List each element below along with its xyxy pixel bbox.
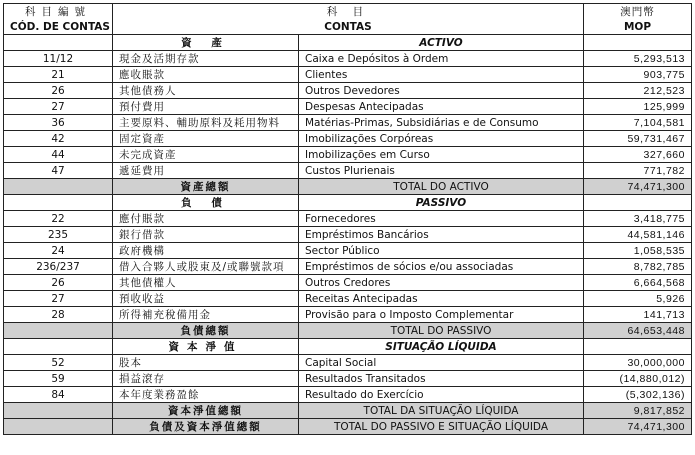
account-value: 903,775 xyxy=(584,67,692,83)
account-name-pt: Resultado do Exercício xyxy=(299,387,584,403)
account-name-zh: 本年度業務盈餘 xyxy=(113,387,299,403)
situacao-total-pt: TOTAL DA SITUAÇÃO LÍQUIDA xyxy=(299,403,584,419)
account-value: 44,581,146 xyxy=(584,227,692,243)
account-code: 42 xyxy=(4,131,113,147)
grand-total-value: 74,471,300 xyxy=(584,419,692,435)
situacao-title-row xyxy=(4,339,692,355)
grand-total-row xyxy=(4,419,692,435)
account-code: 21 xyxy=(4,67,113,83)
table-row xyxy=(4,83,692,99)
header-row-pt xyxy=(4,19,692,35)
activo-total-value: 74,471,300 xyxy=(584,179,692,195)
activo-title-pt: ACTIVO xyxy=(299,35,584,51)
account-name-zh: 政府機構 xyxy=(113,243,299,259)
account-code: 24 xyxy=(4,243,113,259)
account-value: 6,664,568 xyxy=(584,275,692,291)
account-value: 7,104,581 xyxy=(584,115,692,131)
activo-total-zh: 資產總額 xyxy=(113,179,299,195)
account-code: 47 xyxy=(4,163,113,179)
account-code: 59 xyxy=(4,371,113,387)
account-code: 236/237 xyxy=(4,259,113,275)
account-name-zh: 主要原料、輔助原料及耗用物料 xyxy=(113,115,299,131)
passivo-title-value-blank xyxy=(584,195,692,211)
account-name-zh: 預收收益 xyxy=(113,291,299,307)
account-name-zh: 其他債權人 xyxy=(113,275,299,291)
account-name-zh: 其他債務人 xyxy=(113,83,299,99)
account-value: 30,000,000 xyxy=(584,355,692,371)
grand-total-zh: 負債及資本淨值總額 xyxy=(113,419,299,435)
passivo-title-zh: 負 債 xyxy=(113,195,299,211)
account-code: 22 xyxy=(4,211,113,227)
table-row xyxy=(4,259,692,275)
account-name-zh: 損益滾存 xyxy=(113,371,299,387)
grand-total-pt: TOTAL DO PASSIVO E SITUAÇÃO LÍQUIDA xyxy=(299,419,584,435)
passivo-total-zh: 負債總額 xyxy=(113,323,299,339)
account-name-pt: Matérias-Primas, Subsidiárias e de Consumo xyxy=(299,115,584,131)
account-value: 59,731,467 xyxy=(584,131,692,147)
account-name-pt: Empréstimos de sócios e/ou associadas xyxy=(299,259,584,275)
account-code: 27 xyxy=(4,291,113,307)
table-row xyxy=(4,147,692,163)
passivo-title-blank xyxy=(4,195,113,211)
account-name-zh: 現金及活期存款 xyxy=(113,51,299,67)
account-name-pt: Imobilizações Corpóreas xyxy=(299,131,584,147)
table-row xyxy=(4,99,692,115)
activo-title-row xyxy=(4,35,692,51)
account-name-zh: 應收賬款 xyxy=(113,67,299,83)
table-row xyxy=(4,67,692,83)
account-value: 125,999 xyxy=(584,99,692,115)
account-code: 235 xyxy=(4,227,113,243)
account-value: 5,293,513 xyxy=(584,51,692,67)
activo-title-zh: 資 產 xyxy=(113,35,299,51)
activo-total-row xyxy=(4,179,692,195)
account-name-zh: 遞延費用 xyxy=(113,163,299,179)
account-value: 5,926 xyxy=(584,291,692,307)
header-row-zh xyxy=(4,4,692,20)
activo-title-blank xyxy=(4,35,113,51)
situacao-total-row xyxy=(4,403,692,419)
table-row xyxy=(4,211,692,227)
table-row xyxy=(4,275,692,291)
grand-total-blank xyxy=(4,419,113,435)
passivo-title-row xyxy=(4,195,692,211)
passivo-total-blank xyxy=(4,323,113,339)
account-name-pt: Fornecedores xyxy=(299,211,584,227)
table-row xyxy=(4,163,692,179)
situacao-total-value: 9,817,852 xyxy=(584,403,692,419)
account-value: (14,880,012) xyxy=(584,371,692,387)
account-name-zh: 應付賬款 xyxy=(113,211,299,227)
account-name-pt: Resultados Transitados xyxy=(299,371,584,387)
account-value: 212,523 xyxy=(584,83,692,99)
situacao-title-pt: SITUAÇÃO LÍQUIDA xyxy=(299,339,584,355)
header-currency-zh: 澳門幣 xyxy=(584,4,692,20)
account-code: 27 xyxy=(4,99,113,115)
account-code: 44 xyxy=(4,147,113,163)
header-contas-zh: 科 目 xyxy=(113,4,584,20)
header-contas-pt: CONTAS xyxy=(113,19,584,35)
table-row xyxy=(4,371,692,387)
situacao-title-value-blank xyxy=(584,339,692,355)
table-row xyxy=(4,115,692,131)
header-currency-pt: MOP xyxy=(584,19,692,35)
account-code: 11/12 xyxy=(4,51,113,67)
account-code: 84 xyxy=(4,387,113,403)
activo-title-value-blank xyxy=(584,35,692,51)
table-row xyxy=(4,243,692,259)
account-name-pt: Outros Devedores xyxy=(299,83,584,99)
account-name-pt: Outros Credores xyxy=(299,275,584,291)
table-row xyxy=(4,131,692,147)
passivo-title-pt: PASSIVO xyxy=(299,195,584,211)
table-row xyxy=(4,51,692,67)
account-name-pt: Provisão para o Imposto Complementar xyxy=(299,307,584,323)
account-code: 26 xyxy=(4,275,113,291)
balance-sheet-body xyxy=(4,4,692,435)
account-code: 52 xyxy=(4,355,113,371)
account-name-pt: Clientes xyxy=(299,67,584,83)
table-row xyxy=(4,387,692,403)
account-name-zh: 所得補充稅備用金 xyxy=(113,307,299,323)
account-name-zh: 固定資產 xyxy=(113,131,299,147)
account-name-zh: 銀行借款 xyxy=(113,227,299,243)
account-name-zh: 股本 xyxy=(113,355,299,371)
account-value: 1,058,535 xyxy=(584,243,692,259)
situacao-total-blank xyxy=(4,403,113,419)
table-row xyxy=(4,291,692,307)
account-name-pt: Caixa e Depósitos à Ordem xyxy=(299,51,584,67)
account-value: 141,713 xyxy=(584,307,692,323)
account-code: 26 xyxy=(4,83,113,99)
account-name-zh: 借入合夥人或股東及/或聯號款項 xyxy=(113,259,299,275)
table-row xyxy=(4,355,692,371)
account-name-pt: Empréstimos Bancários xyxy=(299,227,584,243)
account-name-pt: Despesas Antecipadas xyxy=(299,99,584,115)
passivo-total-value: 64,653,448 xyxy=(584,323,692,339)
account-value: 771,782 xyxy=(584,163,692,179)
account-value: 3,418,775 xyxy=(584,211,692,227)
table-row xyxy=(4,307,692,323)
activo-total-pt: TOTAL DO ACTIVO xyxy=(299,179,584,195)
passivo-total-row xyxy=(4,323,692,339)
account-value: 8,782,785 xyxy=(584,259,692,275)
account-name-pt: Receitas Antecipadas xyxy=(299,291,584,307)
account-name-zh: 預付費用 xyxy=(113,99,299,115)
account-name-pt: Custos Plurienais xyxy=(299,163,584,179)
account-name-pt: Imobilizações em Curso xyxy=(299,147,584,163)
table-row xyxy=(4,227,692,243)
account-name-zh: 未完成資產 xyxy=(113,147,299,163)
passivo-total-pt: TOTAL DO PASSIVO xyxy=(299,323,584,339)
activo-total-blank xyxy=(4,179,113,195)
account-value: 327,660 xyxy=(584,147,692,163)
situacao-title-zh: 資本淨值 xyxy=(113,339,299,355)
account-code: 28 xyxy=(4,307,113,323)
situacao-title-blank xyxy=(4,339,113,355)
balance-sheet-table xyxy=(3,3,692,435)
header-code-pt: CÓD. DE CONTAS xyxy=(4,19,113,35)
account-code: 36 xyxy=(4,115,113,131)
account-name-pt: Sector Público xyxy=(299,243,584,259)
header-code-zh: 科目編號 xyxy=(4,4,113,20)
account-value: (5,302,136) xyxy=(584,387,692,403)
account-name-pt: Capital Social xyxy=(299,355,584,371)
situacao-total-zh: 資本淨值總額 xyxy=(113,403,299,419)
